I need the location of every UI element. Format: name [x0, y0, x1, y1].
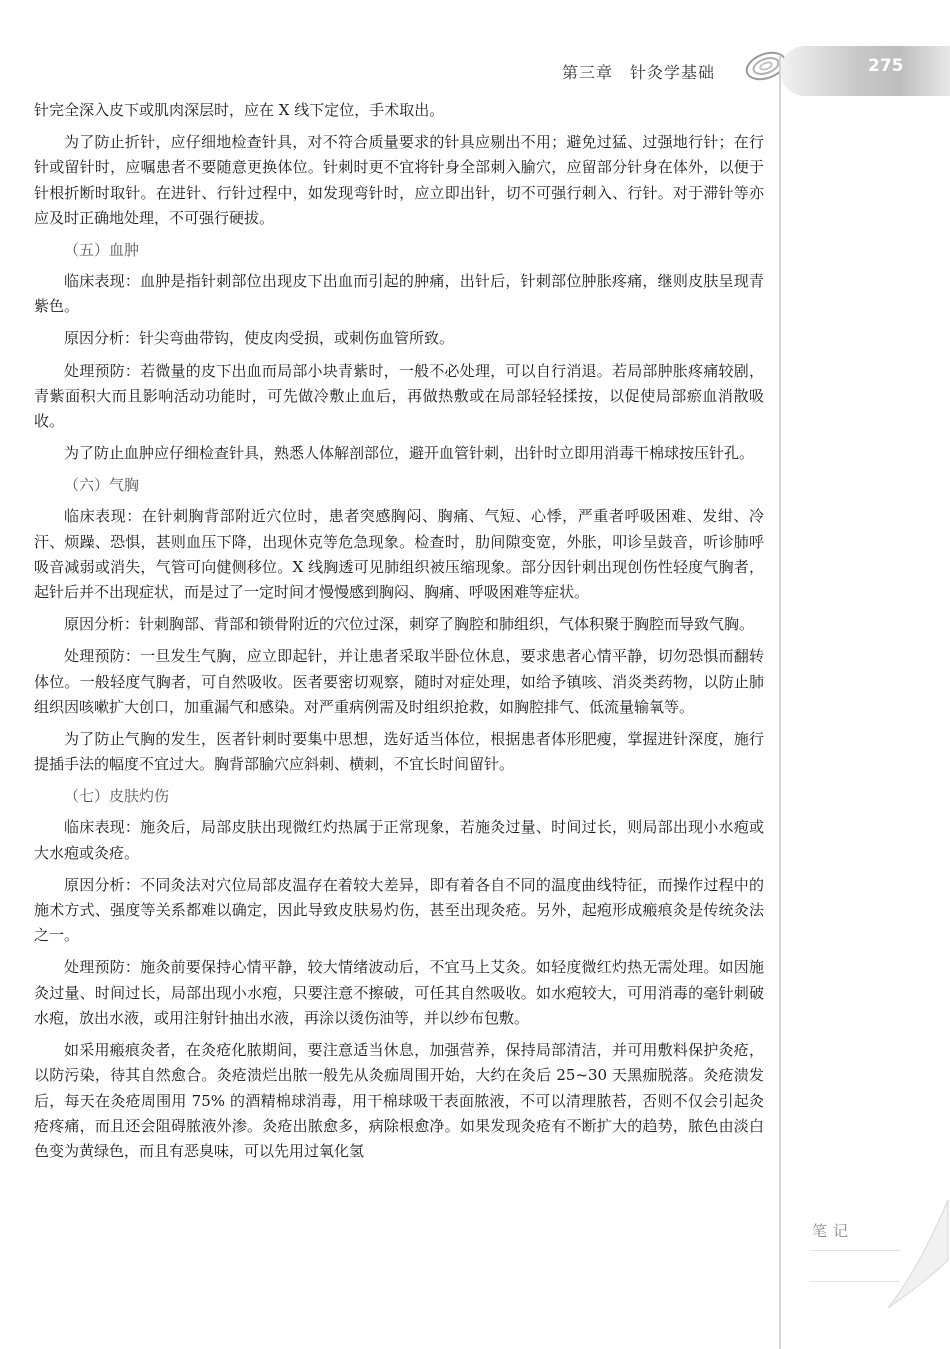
- section-heading: （五）血肿: [64, 241, 140, 260]
- body-paragraph: 为了防止折针，应仔细地检查针具，对不符合质量要求的针具应剔出不用；避免过猛、过强地行针；在行针或留针时，应嘱患者不要随意更换体位。针刺时更不宜将针身全部刺入腧穴，应留部分针身在体外，以便于针根折断时取针。在进针、行针过程中，如发现弯针时，应立即出针，切不可强行刺入、行针。对于滞针等亦应及时正确地处理，不可强行硬拔。: [34, 133, 764, 227]
- page-number: 275: [868, 56, 904, 76]
- section-heading: （七）皮肤灼伤: [64, 787, 170, 806]
- chapter-title: 第三章 针灸学基础: [562, 63, 716, 82]
- body-paragraph: 临床表现：血肿是指针刺部位出现皮下出血而引起的肿痛，出针后，针刺部位肿胀疼痛，继则皮肤呈现青紫色。: [34, 272, 764, 316]
- main-text: [34, 98, 764, 1171]
- body-paragraph: 如采用瘢痕灸者，在灸疮化脓期间，要注意适当休息，加强营养，保持局部清洁，并可用敷料保护灸疮，以防污染，待其自然愈合。灸疮溃烂出脓一般先从灸痂周围开始，大约在灸后 25~30 天黑痂脱落。灸疮溃发后，每天在灸疮周围用 75% 的酒精棉球消毒，用干棉球吸干表面脓液，不可以清理脓苔，否则不仅会引起灸疮疼痛，而且还会阻碍脓液外渗。灸疮出脓愈多，病除根愈净。如果发现灸疮有不断扩大的趋势，脓色由淡白色变为黄绿色，而且有恶臭味，可以先用过氧化氢: [34, 1041, 764, 1160]
- body-paragraph: 处理预防：一旦发生气胸，应立即起针，并让患者采取半卧位休息，要求患者心情平静，切勿恐惧而翻转体位。一般轻度气胸者，可自然吸收。医者要密切观察，随时对症处理，如给予镇咳、消炎类药物，以防止肺组织因咳嗽扩大创口，加重漏气和感染。对严重病例需及时组织抢救，如胸腔排气、低流量输氧等。: [34, 647, 764, 716]
- body-paragraph: 临床表现：施灸后，局部皮肤出现微红灼热属于正常现象，若施灸过量、时间过长，则局部出现小水疱或大水疱或灸疮。: [34, 818, 764, 862]
- body-paragraph: 为了防止气胸的发生，医者针刺时要集中思想，选好适当体位，根据患者体形肥瘦，掌握进针深度，施行提插手法的幅度不宜过大。胸背部腧穴应斜刺、横刺，不宜长时间留针。: [34, 730, 764, 774]
- body-paragraph: 处理预防：施灸前要保持心情平静，较大情绪波动后，不宜马上艾灸。如轻度微红灼热无需处理。如因施灸过量、时间过长，局部出现小水疱，只要注意不擦破，可任其自然吸收。如水疱较大，可用消毒的毫针刺破水疱，放出水液，或用注射针抽出水液，再涂以烫伤油等，并以纱布包敷。: [34, 958, 764, 1027]
- margin-divider: [779, 56, 781, 1349]
- body-paragraph: 原因分析：针刺胸部、背部和锁骨附近的穴位过深，刺穿了胸腔和肺组织，气体积聚于胸腔而导致气胸。: [64, 615, 755, 634]
- notes-label: 笔记: [812, 1222, 855, 1240]
- page-number-tab: [780, 46, 950, 96]
- body-paragraph: 临床表现：在针刺胸背部附近穴位时，患者突感胸闷、胸痛、气短、心悸，严重者呼吸困难、发绀、冷汗、烦躁、恐惧，甚则血压下降，出现休克等危急现象。检查时，肋间隙变宽，外胀，叩诊呈鼓音，听诊肺呼吸音减弱或消失，气管可向健侧移位。X 线胸透可见肺组织被压缩现象。部分因针刺出现创伤性轻度气胸者，起针后并不出现症状，而是过了一定时间才慢慢感到胸闷、胸痛、呼吸困难等症状。: [34, 507, 764, 602]
- body-paragraph: 处理预防：若微量的皮下出血而局部小块青紫时，一般不必处理，可以自行消退。若局部肿胀疼痛较剧，青紫面积大而且影响活动功能时，可先做冷敷止血后，再做热敷或在局部轻轻揉按，以促使局部瘀血消散吸收。: [34, 361, 764, 431]
- page-header: [0, 40, 950, 96]
- page-curl-icon: [868, 1200, 950, 1310]
- body-paragraph: 为了防止血肿应仔细检查针具，熟悉人体解剖部位，避开血管针刺，出针时立即用消毒干棉球按压针孔。: [64, 444, 755, 463]
- body-paragraph: 针完全深入皮下或肌肉深层时，应在 X 线下定位，手术取出。: [34, 101, 445, 119]
- body-paragraph: 原因分析：不同灸法对穴位局部皮温存在着较大差异，即有着各自不同的温度曲线特征，而操作过程中的施术方式、强度等关系都难以确定，因此导致皮肤易灼伤，甚至出现灸疮。另外，起疱形成瘢痕灸是传统灸法之一。: [34, 875, 764, 945]
- notes-margin: [790, 1200, 950, 1349]
- body-paragraph: 原因分析：针尖弯曲带钩，使皮肉受损，或刺伤血管所致。: [64, 329, 455, 348]
- section-heading: （六）气胸: [64, 476, 140, 495]
